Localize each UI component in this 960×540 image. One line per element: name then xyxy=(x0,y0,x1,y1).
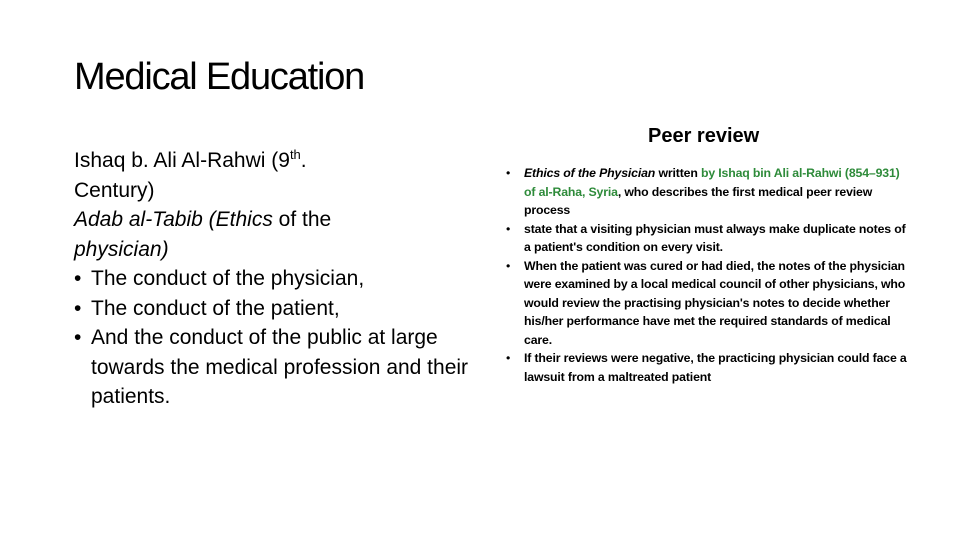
peer-review-item xyxy=(504,349,914,386)
author-text: Ishaq b. Ali Al-Rahwi (9 xyxy=(74,149,290,172)
bullet-icon: • xyxy=(74,267,82,290)
bullet-icon: • xyxy=(74,326,82,349)
author-line xyxy=(74,146,474,205)
list-item-text: And the conduct of the public at large towards the medical profession and their patients. xyxy=(91,326,469,408)
list-item xyxy=(74,264,474,294)
author-superscript: th xyxy=(289,147,301,162)
item-text: state that a visiting physician must always make duplicate notes of a patient's condition on every visit. xyxy=(524,221,906,254)
bullet-icon: • xyxy=(74,296,82,320)
author-period: . xyxy=(300,149,307,172)
slide-title: Medical Education xyxy=(74,56,365,98)
book-physician-italic: physician xyxy=(74,237,162,261)
bullet-icon: • xyxy=(506,166,511,180)
peer-review-list xyxy=(504,164,914,386)
item-text: If their reviews were negative, the practicing physician could face a lawsuit from a maltreated patient xyxy=(524,351,907,384)
conduct-list xyxy=(74,264,474,412)
peer-review-item xyxy=(504,220,914,257)
book-title-italic: Adab al-Tabib (Ethics xyxy=(74,208,273,231)
item-text: , who describes the first medical peer review process xyxy=(524,184,873,217)
item-text: When the patient was cured or had died, the notes of the physician were examined by a local medical council of other physicians, who would review the practising physician's notes to decide whether his/her performance have met the required standards of medical care. xyxy=(524,258,906,347)
peer-review-title: Peer review xyxy=(648,125,760,147)
book-of-the: of the xyxy=(272,208,332,231)
list-item xyxy=(74,294,474,324)
bullet-icon: • xyxy=(506,351,511,365)
left-content xyxy=(74,146,474,412)
author-highlight: by Ishaq bin Ali al-Rahwi (854–931) of al-Raha, Syria xyxy=(524,166,900,199)
book-title-italic: Ethics of the Physician xyxy=(524,166,656,180)
bullet-icon: • xyxy=(506,221,511,236)
list-item-text: The conduct of the physician, xyxy=(91,267,365,290)
book-line xyxy=(74,205,474,264)
peer-review-item xyxy=(504,257,914,350)
book-close-paren: ) xyxy=(161,237,169,261)
list-item xyxy=(74,323,474,412)
peer-review-item xyxy=(504,164,914,220)
author-century: Century) xyxy=(74,178,155,202)
bullet-icon: • xyxy=(506,258,511,273)
list-item-text: The conduct of the patient, xyxy=(91,296,340,320)
written-text: written xyxy=(655,166,701,180)
